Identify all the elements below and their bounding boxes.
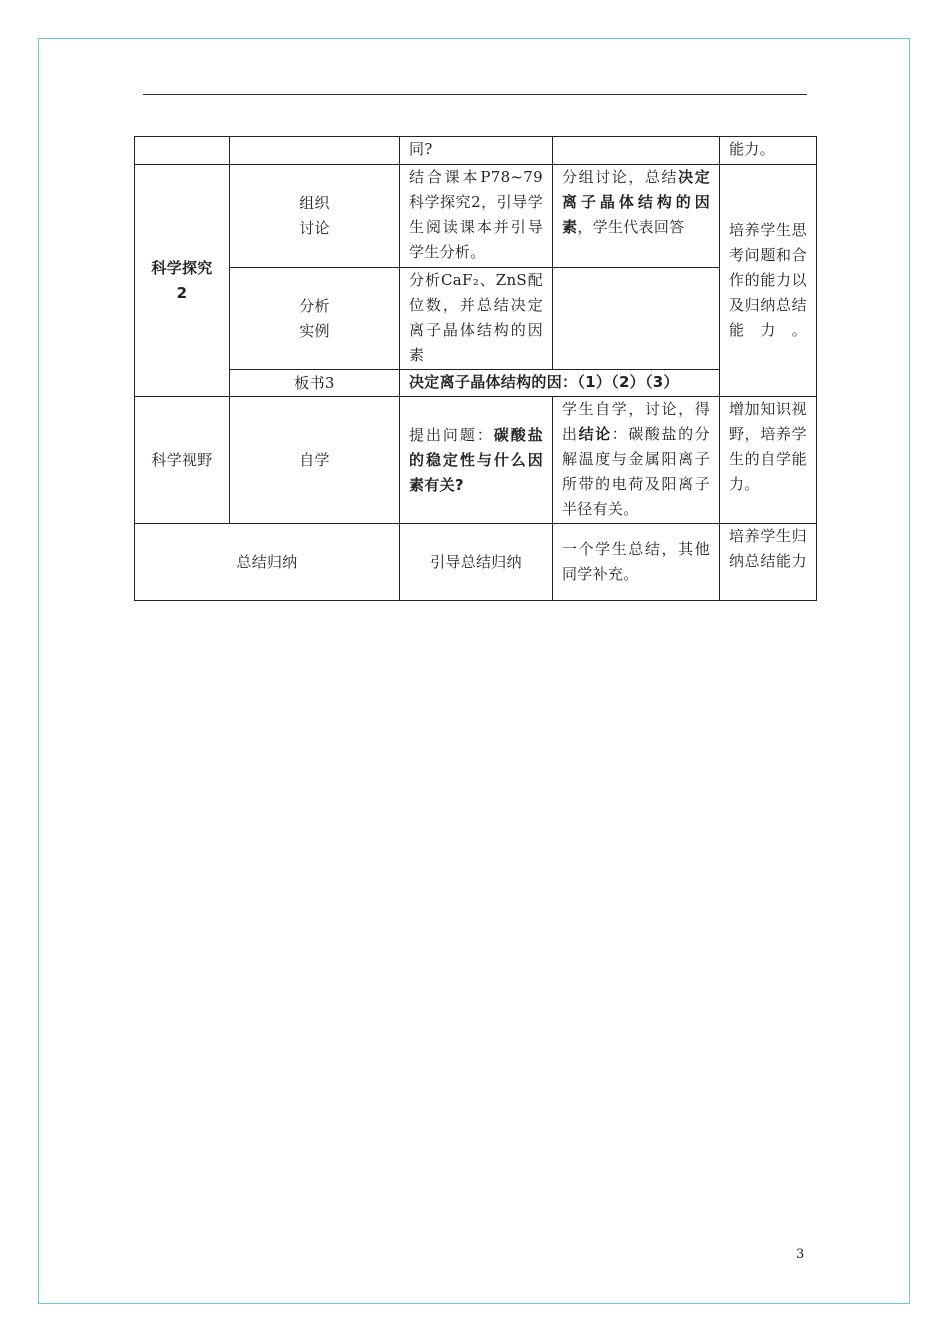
step-cell-analyze xyxy=(230,268,400,370)
teacher-activity-cell: 结合课本P78~79科学探究2，引导学生阅读课本并引导学生分析。 xyxy=(400,165,553,268)
table-row-explore-analyze xyxy=(135,268,817,370)
table-row-vision xyxy=(135,397,817,524)
student-text-tail: ：碳酸盐的分解温度与金属阳离子所带的电荷及阳离子半径有关。 xyxy=(562,425,710,518)
section-cell-vision: 科学视野 xyxy=(135,397,230,524)
table-row-continued xyxy=(135,137,817,165)
teacher-text: 提出问题： xyxy=(409,425,494,444)
student-text-tail: ，学生代表回答 xyxy=(577,218,685,236)
teacher-question: 碳酸盐的稳定性与什么因素有关? xyxy=(409,425,543,494)
teacher-activity-cell xyxy=(400,397,553,524)
step-cell-discuss xyxy=(230,165,400,268)
step-cell-selfstudy: 自学 xyxy=(230,397,400,524)
lesson-table xyxy=(134,136,817,601)
header-rule xyxy=(143,94,807,95)
page-number: 3 xyxy=(796,1247,805,1262)
student-text: 分组讨论，总结 xyxy=(562,168,679,186)
cell-empty xyxy=(135,137,230,165)
student-text: 学生自学，讨论，得出 xyxy=(562,400,710,443)
student-keypoint: 结论 xyxy=(578,425,612,443)
student-activity-cell xyxy=(553,397,720,524)
goal-cell-explore: 培养学生思考问题和合作的能力以及归纳总结能力。 xyxy=(720,165,817,397)
goal-cell-vision: 增加知识视野，培养学生的自学能力。 xyxy=(720,397,817,524)
cell-empty xyxy=(553,268,720,370)
student-keypoint: 决定离子晶体结构的因素 xyxy=(562,168,710,236)
step-label-line2: 实例 xyxy=(299,321,330,340)
table-row-explore-board xyxy=(135,370,817,397)
step-label-line1: 分析 xyxy=(299,296,330,315)
step-cell-board: 板书3 xyxy=(230,370,400,397)
cell-empty xyxy=(553,137,720,165)
goal-cell: 能力。 xyxy=(720,137,817,165)
teacher-activity-cell: 分析CaF₂、ZnS配位数，并总结决定离子晶体结构的因素 xyxy=(400,268,553,370)
section-label-line2: 2 xyxy=(176,283,188,302)
teacher-activity-cell: 同? xyxy=(400,137,553,165)
board-content-cell: 决定离子晶体结构的因：（1）（2）（3） xyxy=(400,370,720,397)
table-row-summary xyxy=(135,524,817,601)
goal-cell-summary: 培养学生归纳总结能力 xyxy=(720,524,817,601)
teacher-activity-cell: 引导总结归纳 xyxy=(400,524,553,601)
section-label-line1: 科学探究 xyxy=(151,258,213,277)
cell-empty xyxy=(230,137,400,165)
step-label-line2: 讨论 xyxy=(299,219,330,237)
section-cell-summary: 总结归纳 xyxy=(135,524,400,601)
step-label-line1: 组织 xyxy=(299,194,330,212)
section-cell-explore xyxy=(135,165,230,397)
student-activity-cell xyxy=(553,165,720,268)
table-row-explore-discuss xyxy=(135,165,817,268)
student-activity-cell: 一个学生总结，其他同学补充。 xyxy=(553,524,720,601)
